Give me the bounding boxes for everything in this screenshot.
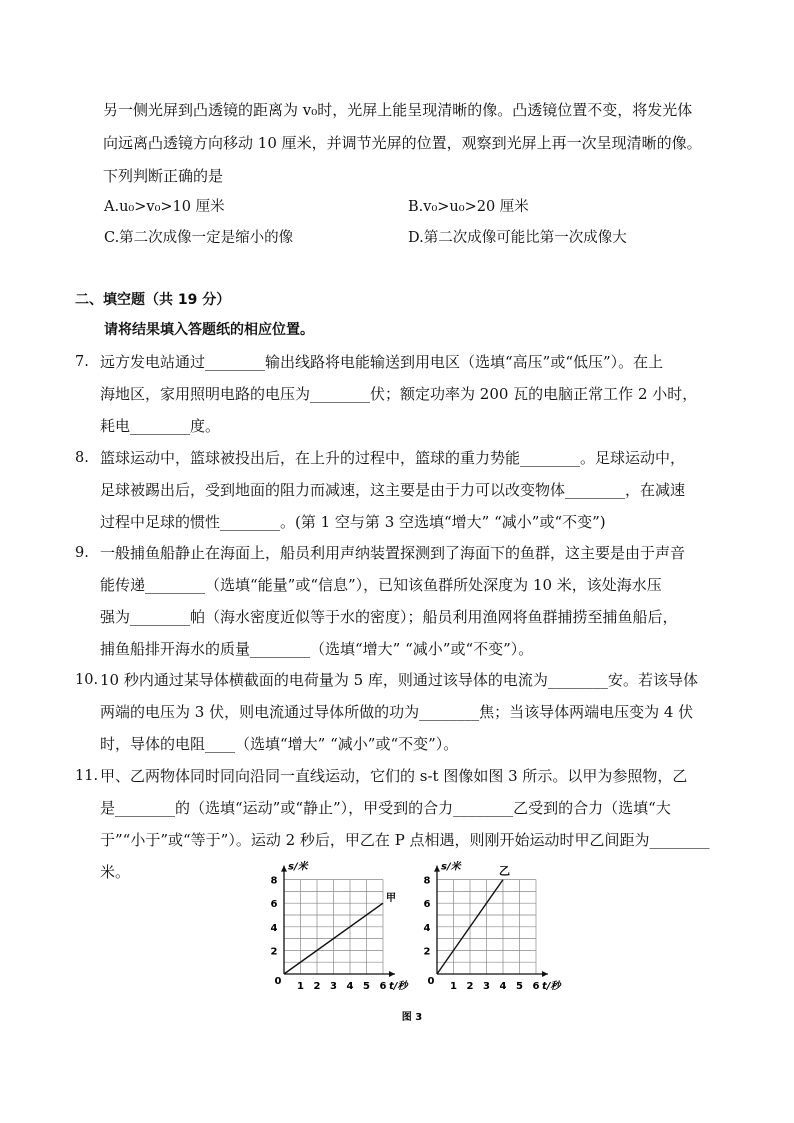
- q6-line-3: 下列判断正确的是: [103, 167, 224, 185]
- y-axis-arrow: [434, 866, 440, 872]
- question-11-line-4: 米。: [100, 863, 131, 881]
- y-axis-label: s/米: [288, 861, 308, 873]
- x-tick-label: 3: [330, 981, 337, 992]
- question-11-line-3: 于”“小于”或“等于”）。运动 2 秒后，甲乙在 P 点相遇，则刚开始运动时甲乙间距为________: [100, 831, 710, 849]
- x-axis-arrow: [389, 971, 395, 977]
- question-8-line-3: 过程中足球的惯性________。(第 1 空与第 3 空选填“增大” “减小”或“不变”): [100, 513, 606, 531]
- y-tick-label: 6: [270, 899, 278, 911]
- question-7-line-3: 耗电________度。: [100, 417, 221, 435]
- q6-option-c: C.第二次成像一定是缩小的像: [104, 230, 294, 246]
- x-tick-label: 5: [363, 981, 370, 992]
- x-tick-label: 2: [313, 981, 321, 992]
- q6-option-b: B.v₀>u₀>20 厘米: [408, 199, 529, 215]
- question-number: 7.: [75, 354, 89, 370]
- x-tick-label: 4: [499, 981, 507, 992]
- x-tick-label: 2: [466, 981, 474, 992]
- question-9-line-3: 强为________帕（海水密度近似等于水的密度）；船员利用渔网将鱼群捕捞至捕鱼船后，: [100, 608, 678, 626]
- x-tick-label: 1: [450, 981, 457, 992]
- y-axis-arrow: [281, 866, 287, 872]
- st-graphs: [262, 861, 562, 1025]
- question-7-line-2: 海地区，家用照明电路的电压为________伏；额定功率为 200 瓦的电脑正常工作 2 小时，: [100, 385, 698, 403]
- question-11-line-1: 甲、乙两物体同时同向沿同一直线运动，它们的 s-t 图像如图 3 所示。以甲为参照物，乙: [100, 767, 688, 785]
- question-9-line-4: 捕鱼船排开海水的质量________（选填“增大” “减小”或“不变”）。: [100, 640, 534, 658]
- question-10-line-2: 两端的电压为 3 伏，则电流通过导体所做的功为________焦；当该导体两端电压变为 4 伏: [100, 703, 694, 721]
- series-label: 乙: [499, 864, 510, 878]
- x-tick-label: 3: [483, 981, 490, 992]
- x-tick-label: 6: [379, 981, 387, 992]
- section-title: 二、填空题（共 19 分）: [75, 292, 231, 308]
- q6-line-2: 向远离凸透镜方向移动 10 厘米，并调节光屏的位置，观察到光屏上再一次呈现清晰的像。: [103, 134, 702, 152]
- question-9-line-1: 一般捕鱼船静止在海面上，船员利用声纳装置探测到了海面下的鱼群，这主要是由于声音: [100, 544, 686, 562]
- x-axis-arrow: [542, 971, 548, 977]
- y-axis-label: s/米: [441, 861, 461, 873]
- x-tick-label: 1: [297, 981, 304, 992]
- y-tick-label: 2: [270, 946, 278, 958]
- origin-label: 0: [274, 976, 282, 987]
- x-tick-label: 6: [532, 981, 540, 992]
- question-9-line-2: 能传递________（选填“能量”或“信息”），已知该鱼群所处深度为 10 米，该处海水压: [100, 576, 662, 594]
- question-number: 9.: [75, 545, 89, 561]
- q6-line-1: 另一侧光屏到凸透镜的距离为 v₀时，光屏上能呈现清晰的像。凸透镜位置不变，将发光体: [103, 101, 693, 119]
- question-8-line-1: 篮球运动中，篮球被投出后，在上升的过程中，篮球的重力势能________。足球运动中，: [100, 449, 686, 467]
- question-number: 10.: [75, 672, 99, 688]
- q6-option-a: A.u₀>v₀>10 厘米: [104, 199, 225, 215]
- question-8-line-2: 足球被踢出后，受到地面的阻力而减速，这主要是由于力可以改变物体________，在减速: [100, 481, 686, 499]
- question-10-line-3: 时，导体的电阻____（选填“增大” “减小”或“不变”）。: [100, 735, 459, 753]
- x-axis-label: t/秒: [542, 981, 561, 992]
- y-tick-label: 8: [423, 875, 431, 887]
- y-tick-label: 8: [270, 875, 278, 887]
- question-10-line-1: 10 秒内通过某导体横截面的电荷量为 5 库，则通过该导体的电流为________安。若该导体: [100, 671, 698, 689]
- y-tick-label: 4: [270, 922, 278, 934]
- x-tick-label: 4: [346, 981, 354, 992]
- x-axis-label: t/秒: [389, 981, 408, 992]
- question-number: 11.: [75, 768, 99, 784]
- x-tick-label: 5: [516, 981, 523, 992]
- origin-label: 0: [427, 976, 435, 987]
- section-instruction: 请将结果填入答题纸的相应位置。: [104, 322, 314, 338]
- question-11-line-2: 是________的（选填“运动”或“静止”），甲受到的合力________乙受到的合力（选填“大: [100, 799, 671, 817]
- q6-option-d: D.第二次成像可能比第一次成像大: [408, 230, 627, 246]
- question-7-line-1: 远方发电站通过________输出线路将电能输送到用电区（选填“高压”或“低压”）。在上: [100, 353, 664, 371]
- y-tick-label: 4: [423, 922, 431, 934]
- series-label: 甲: [386, 893, 396, 905]
- question-number: 8.: [75, 450, 89, 466]
- figure-caption: 图 3: [401, 1012, 423, 1023]
- y-tick-label: 6: [423, 899, 431, 911]
- y-tick-label: 2: [423, 946, 431, 958]
- figure-3: [262, 861, 562, 1025]
